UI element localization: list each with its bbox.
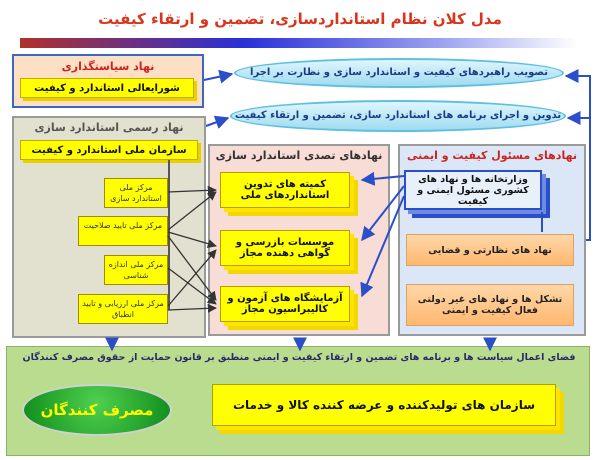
arrow-center-std-to-committees <box>168 190 216 192</box>
arrow-center-conf-to-inspection <box>168 250 216 306</box>
policy-body-title: نهاد سیاستگذاری <box>61 60 155 73</box>
program-implementation-oval: تدوین و اجرای برنامه های استاندارد سازی، تضمین و ارتقاء کیفیت <box>230 100 566 132</box>
center-standardization: مرکز ملی استاندارد سازی <box>104 178 168 208</box>
national-org-box: سازمان ملی استاندارد و کیفیت <box>20 140 198 160</box>
arrow-right-bracket-top <box>566 76 590 240</box>
arrow-center-metro-to-labs <box>168 268 216 304</box>
center-metrology: مرکز ملی اندازه شناسی <box>104 255 168 285</box>
producers-label: سازمان های تولیدکننده و عرضه کننده کالا و خدمات <box>232 398 536 412</box>
arrow-official-to-oval <box>206 118 228 126</box>
official-body-title: نهاد رسمی استاندارد سازی <box>34 121 184 134</box>
consumers-label: مصرف کنندگان <box>40 401 154 419</box>
responsible-bodies-title: نهادهای مسئول کیفیت و ایمنی <box>407 149 577 162</box>
arrow-center-acc-to-inspection <box>168 232 216 246</box>
arrow-policy-to-oval <box>204 74 232 80</box>
center-accreditation: مرکز ملی تایید صلاحیت <box>78 216 168 246</box>
supervisory-bodies-label: نهاد های نظارتی و قضایی <box>428 244 552 256</box>
application-space-text: فضای اعمال سیاست ها و برنامه های تضمین و ارتقاء کیفیت و ایمنی منطبق بر قانون حمایت از حقوق مصرف کنندگان <box>22 352 576 363</box>
arrow-ministries-to-labs <box>362 196 404 296</box>
inspection-bodies-label: موسسات بازرسی و گواهی دهنده مجاز <box>235 237 335 259</box>
diagram-title: مدل کلان نظام استانداردسازی، تضمین و ارتقاء کیفیت <box>98 10 502 28</box>
ministries-label: وزارتخانه ها و نهاد های کشوری مسئول ایمنی و کیفیت <box>417 173 529 207</box>
supreme-council-box: شورایعالی استاندارد و کیفیت <box>20 78 194 98</box>
ngos-label: تشکل ها و نهاد های غیر دولتی فعال کیفیت و ایمنی <box>417 294 563 316</box>
arrow-center-acc-to-committees <box>168 192 216 230</box>
trustee-bodies-title: نهادهای تصدی استاندارد سازی <box>215 149 383 162</box>
approve-strategies-oval: تصویب راهبردهای کیفیت و استاندارد سازی و نظارت بر اجرا <box>234 58 564 88</box>
arrow-center-acc-to-labs <box>168 236 216 300</box>
arrow-center-conf-to-labs <box>168 308 216 310</box>
committees-label: کمیته های تدوین استانداردهای ملی <box>240 179 330 201</box>
labs-label: آزمایشگاه های آزمون و کالیبراسیون مجاز <box>227 293 343 315</box>
center-conformity: مرکز ملی ارزیابی و تایید انطباق <box>78 294 168 324</box>
arrow-ministries-to-committees <box>362 176 404 180</box>
